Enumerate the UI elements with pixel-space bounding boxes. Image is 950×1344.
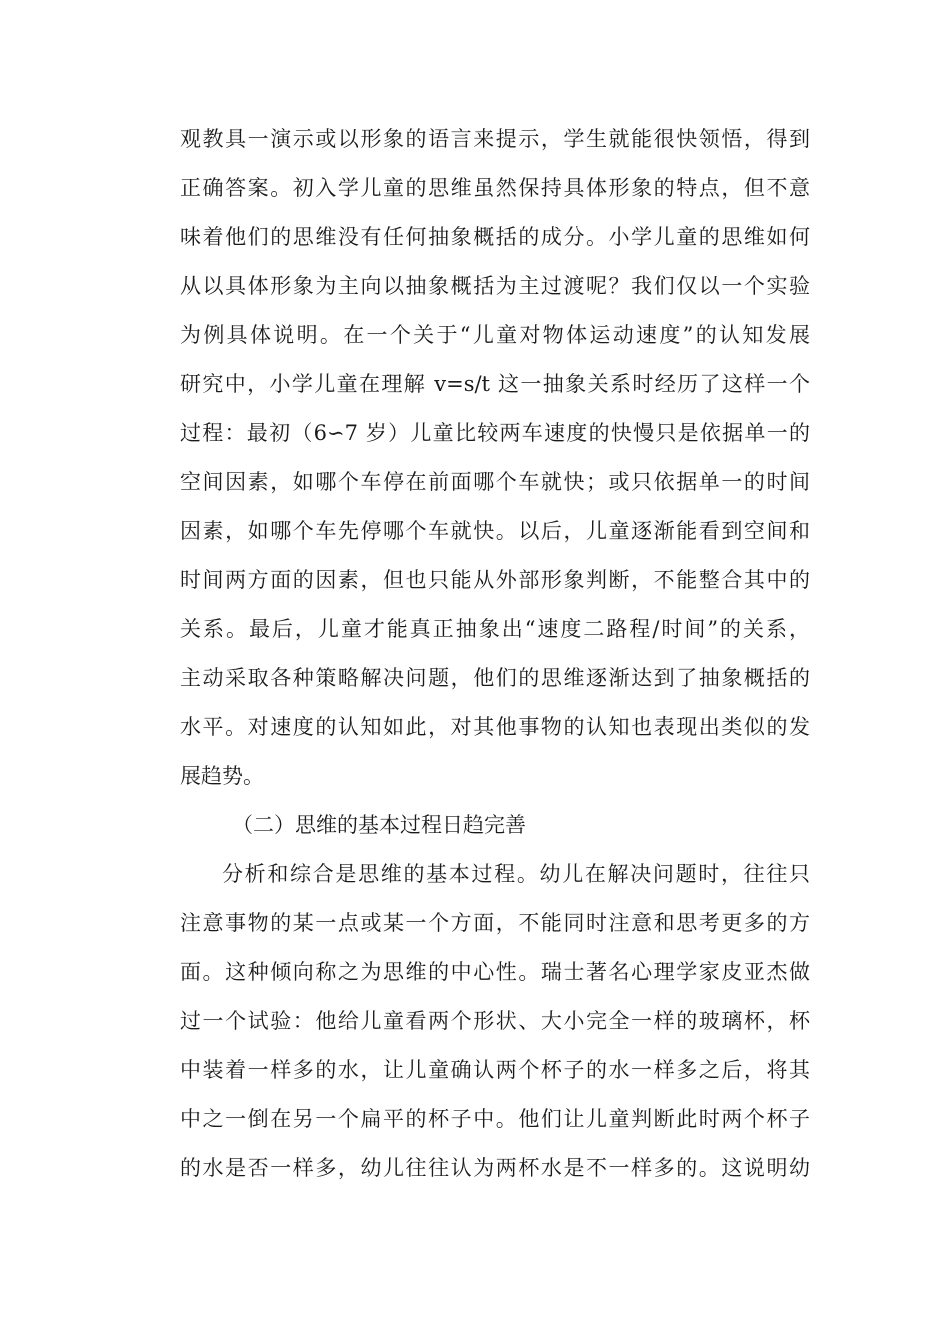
paragraph-2-line: 中之一倒在另一个扁平的杯子中。他们让儿童判断此时两个杯子 [180, 1107, 810, 1131]
paragraph-1-line: 研究中，小学儿童在理解 v=s/t 这一抽象关系时经历了这样一个 [180, 372, 810, 396]
paragraph-1-line: 观教具一演示或以形象的语言来提示，学生就能很快领悟，得到 [180, 127, 810, 151]
paragraph-1-line: 从以具体形象为主向以抽象概括为主过渡呢？我们仅以一个实验 [180, 274, 810, 298]
paragraph-2-line: 中装着一样多的水，让儿童确认两个杯子的水一样多之后，将其 [180, 1058, 810, 1082]
paragraph-2-line: 面。这种倾向称之为思维的中心性。瑞士著名心理学家皮亚杰做 [180, 960, 810, 984]
paragraph-1-line: 关系。最后，儿童才能真正抽象出“速度二路程/时间”的关系， [180, 617, 810, 641]
paragraph-2-line: 分析和综合是思维的基本过程。幼儿在解决问题时，往往只 [222, 862, 810, 886]
paragraph-1-line: 空间因素，如哪个车停在前面哪个车就快；或只依据单一的时间 [180, 470, 810, 494]
paragraph-1-line: 味着他们的思维没有任何抽象概括的成分。小学儿童的思维如何 [180, 225, 810, 249]
paragraph-1-line: 正确答案。初入学儿童的思维虽然保持具体形象的特点，但不意 [180, 176, 810, 200]
paragraph-1-line: 展趋势。 [180, 764, 264, 788]
paragraph-1-line: 主动采取各种策略解决问题，他们的思维逐渐达到了抽象概括的 [180, 666, 810, 690]
paragraph-2-line: 注意事物的某一点或某一个方面，不能同时注意和思考更多的方 [180, 911, 810, 935]
paragraph-1-line: 过程：最初（6∽7 岁）儿童比较两车速度的快慢只是依据单一的 [180, 421, 810, 445]
paragraph-1-line: 时间两方面的因素，但也只能从外部形象判断，不能整合其中的 [180, 568, 810, 592]
paragraph-2-line: 的水是否一样多，幼儿往往认为两杯水是不一样多的。这说明幼 [180, 1156, 810, 1180]
paragraph-1-line: 为例具体说明。在一个关于“儿童对物体运动速度”的认知发展 [180, 323, 810, 347]
paragraph-1-line: 水平。对速度的认知如此，对其他事物的认知也表现出类似的发 [180, 715, 810, 739]
body-text [180, 115, 810, 1193]
section-heading: （二）思维的基本过程日趋完善 [232, 813, 526, 837]
paragraph-2-line: 过一个试验：他给儿童看两个形状、大小完全一样的玻璃杯，杯 [180, 1009, 810, 1033]
paragraph-1-line: 因素，如哪个车先停哪个车就快。以后，儿童逐渐能看到空间和 [180, 519, 810, 543]
